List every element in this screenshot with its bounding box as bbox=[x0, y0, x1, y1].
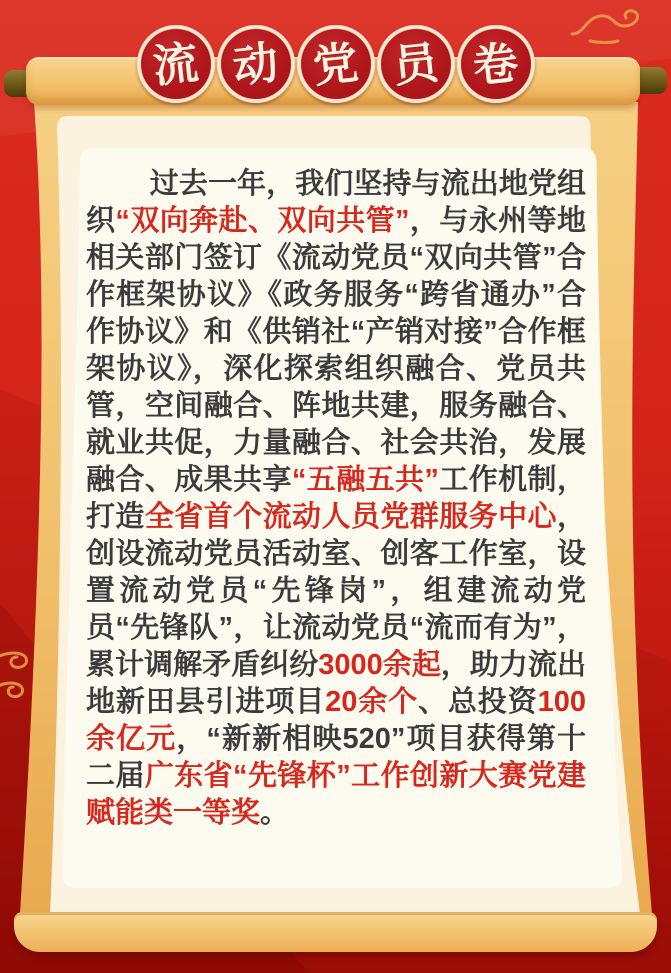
body-text: 、总投资 bbox=[418, 686, 538, 718]
highlight-text: 20余个 bbox=[325, 686, 419, 718]
body-text: ，与永州等地相关部门签订《流动党员“双向共管”合作框架协议》《政务服务“跨省通办”合作协议》和《供销社“产销对接”合作框架协议》，深化探索组织融合、党员共管，空间融合、阵地共建，服务融合、就业共促，力量融合、社会共治，发展融合、成果共享 bbox=[86, 205, 586, 496]
scroll-text bbox=[86, 166, 586, 832]
body-text: ，助力流出地新田县引进项目 bbox=[86, 649, 586, 718]
highlight-text: 100余亿元 bbox=[86, 686, 586, 755]
body-text: 。 bbox=[260, 797, 290, 829]
title-badge-char: 员 bbox=[390, 36, 441, 92]
body-text: 过去一年，我们坚持与流出地党组织 bbox=[86, 168, 586, 237]
title-badge bbox=[457, 25, 535, 103]
scroll-paragraph bbox=[86, 166, 586, 832]
title-badge bbox=[377, 25, 455, 103]
highlight-text: 3000余起 bbox=[318, 649, 441, 681]
title-badge-char: 动 bbox=[230, 36, 281, 92]
body-text: ，创设流动党员活动室、创客工作室，设置流动党员“先锋岗”，组建流动党员“先锋队”，让流动党员“流而有为”，累计调解矛盾纠纷 bbox=[86, 501, 586, 681]
title-badge-char: 流 bbox=[150, 36, 201, 92]
scroll-bottom-roller bbox=[14, 912, 657, 952]
highlight-text: “双向奔赴、双向共管” bbox=[115, 205, 410, 237]
body-text: ，“新新相映520”项目获得第十二届 bbox=[86, 723, 586, 792]
highlight-text: 全省首个流动人员党群服务中心 bbox=[144, 501, 557, 533]
title-badges bbox=[0, 25, 671, 103]
highlight-text: “五融五共” bbox=[291, 464, 439, 496]
highlight-text: 广东省“先锋杯”工作创新大赛党建赋能类一等奖 bbox=[86, 760, 586, 829]
title-badge-char: 卷 bbox=[470, 36, 521, 92]
title-badge bbox=[297, 25, 375, 103]
title-badge bbox=[137, 25, 215, 103]
body-text: 工作机制，打造 bbox=[86, 464, 586, 533]
title-badge bbox=[217, 25, 295, 103]
title-badge-char: 党 bbox=[310, 36, 361, 92]
